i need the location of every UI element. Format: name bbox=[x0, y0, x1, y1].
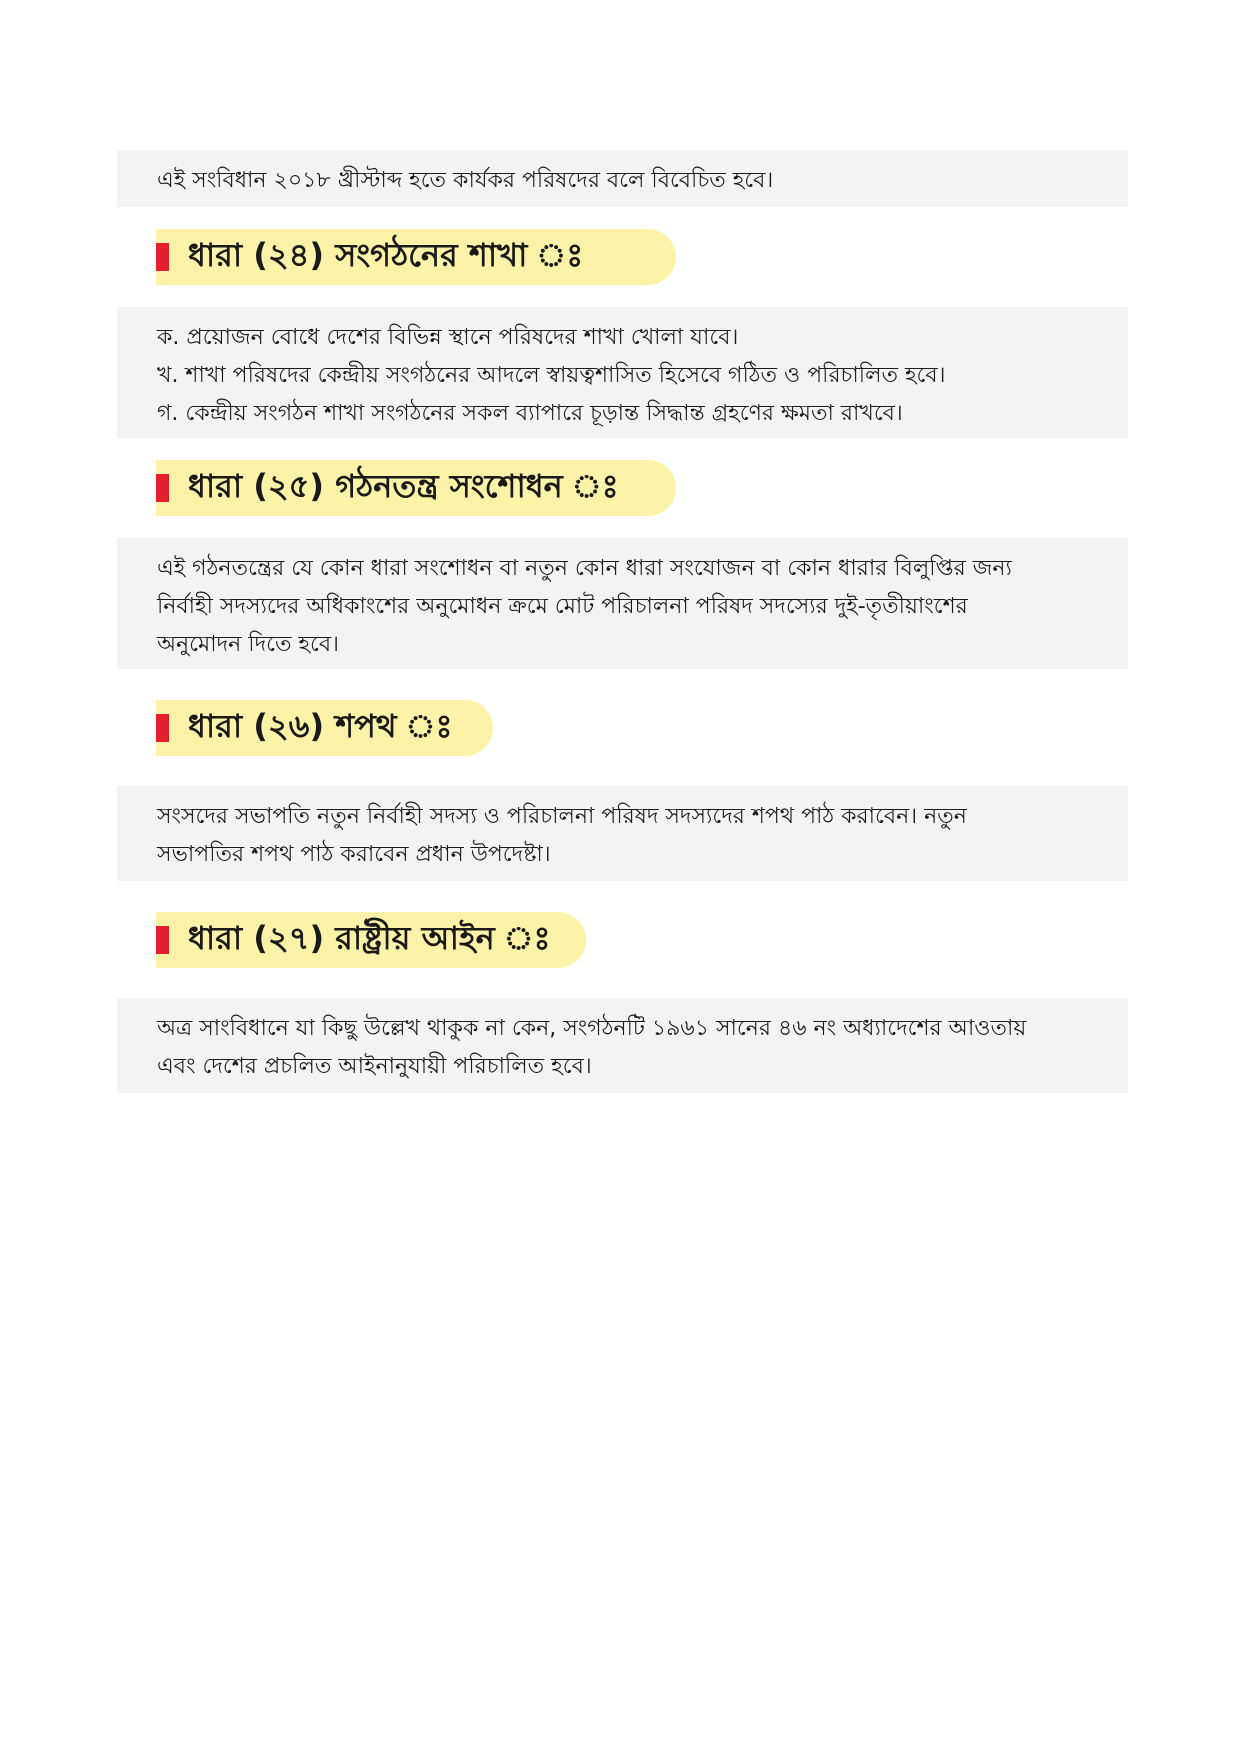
section-heading-24 bbox=[156, 229, 676, 285]
section-line: অত্র সাংবিধানে যা কিছু উল্লেখ থাকুক না কেন, সংগঠনটি ১৯৬১ সানের ৪৬ নং অধ্যাদেশের আওতায় bbox=[157, 1016, 1027, 1041]
accent-bar-icon bbox=[156, 714, 169, 742]
section-heading-26 bbox=[156, 700, 493, 756]
section-heading-label: ধারা (২৭) রাষ্ট্রীয় আইন ঃ bbox=[188, 919, 551, 957]
section-line: খ. শাখা পরিষদের কেন্দ্রীয় সংগঠনের আদলে স্বায়ত্বশাসিত হিসেবে গঠিত ও পরিচালিত হবে। bbox=[157, 363, 946, 388]
section-body-27 bbox=[117, 998, 1128, 1093]
section-body-25 bbox=[117, 538, 1128, 669]
intro-text: এই সংবিধান ২০১৮ খ্রীস্টাব্দ হতে কার্যকর পরিষদের বলে বিবেচিত হবে। bbox=[157, 168, 774, 193]
intro-box bbox=[117, 150, 1128, 207]
section-heading-label: ধারা (২৪) সংগঠনের শাখা ঃ bbox=[188, 236, 584, 274]
section-line: নির্বাহী সদস্যদের অধিকাংশের অনুমোধন ক্রমে মোট পরিচালনা পরিষদ সদস্যের দুই-তৃতীয়াংশের bbox=[157, 594, 968, 619]
section-line: ক. প্রয়োজন বোধে দেশের বিভিন্ন স্থানে পরিষদের শাখা খোলা যাবে। bbox=[157, 325, 739, 350]
section-line: অনুমোদন দিতে হবে। bbox=[157, 632, 340, 657]
section-line: সভাপতির শপথ পাঠ করাবেন প্রধান উপদেষ্টা। bbox=[157, 842, 551, 867]
section-heading-25 bbox=[156, 460, 676, 516]
section-line: এই গঠনতন্ত্রের যে কোন ধারা সংশোধন বা নতুন কোন ধারা সংযোজন বা কোন ধারার বিলুপ্তির জন্য bbox=[157, 556, 1012, 581]
section-heading-27 bbox=[156, 912, 586, 968]
section-line: গ. কেন্দ্রীয় সংগঠন শাখা সংগঠনের সকল ব্যাপারে চূড়ান্ত সিদ্ধান্ত গ্রহণের ক্ষমতা রাখবে। bbox=[157, 401, 903, 426]
accent-bar-icon bbox=[156, 474, 169, 502]
accent-bar-icon bbox=[156, 243, 169, 271]
section-body-26 bbox=[117, 786, 1128, 881]
section-line: সংসদের সভাপতি নতুন নির্বাহী সদস্য ও পরিচালনা পরিষদ সদস্যদের শপথ পাঠ করাবেন। নতুন bbox=[157, 804, 967, 829]
section-line: এবং দেশের প্রচলিত আইনানুযায়ী পরিচালিত হবে। bbox=[157, 1054, 592, 1079]
accent-bar-icon bbox=[156, 926, 169, 954]
section-heading-label: ধারা (২৫) গঠনতন্ত্র সংশোধন ঃ bbox=[188, 467, 619, 505]
section-body-24 bbox=[117, 307, 1128, 438]
section-heading-label: ধারা (২৬) শপথ ঃ bbox=[188, 707, 453, 745]
